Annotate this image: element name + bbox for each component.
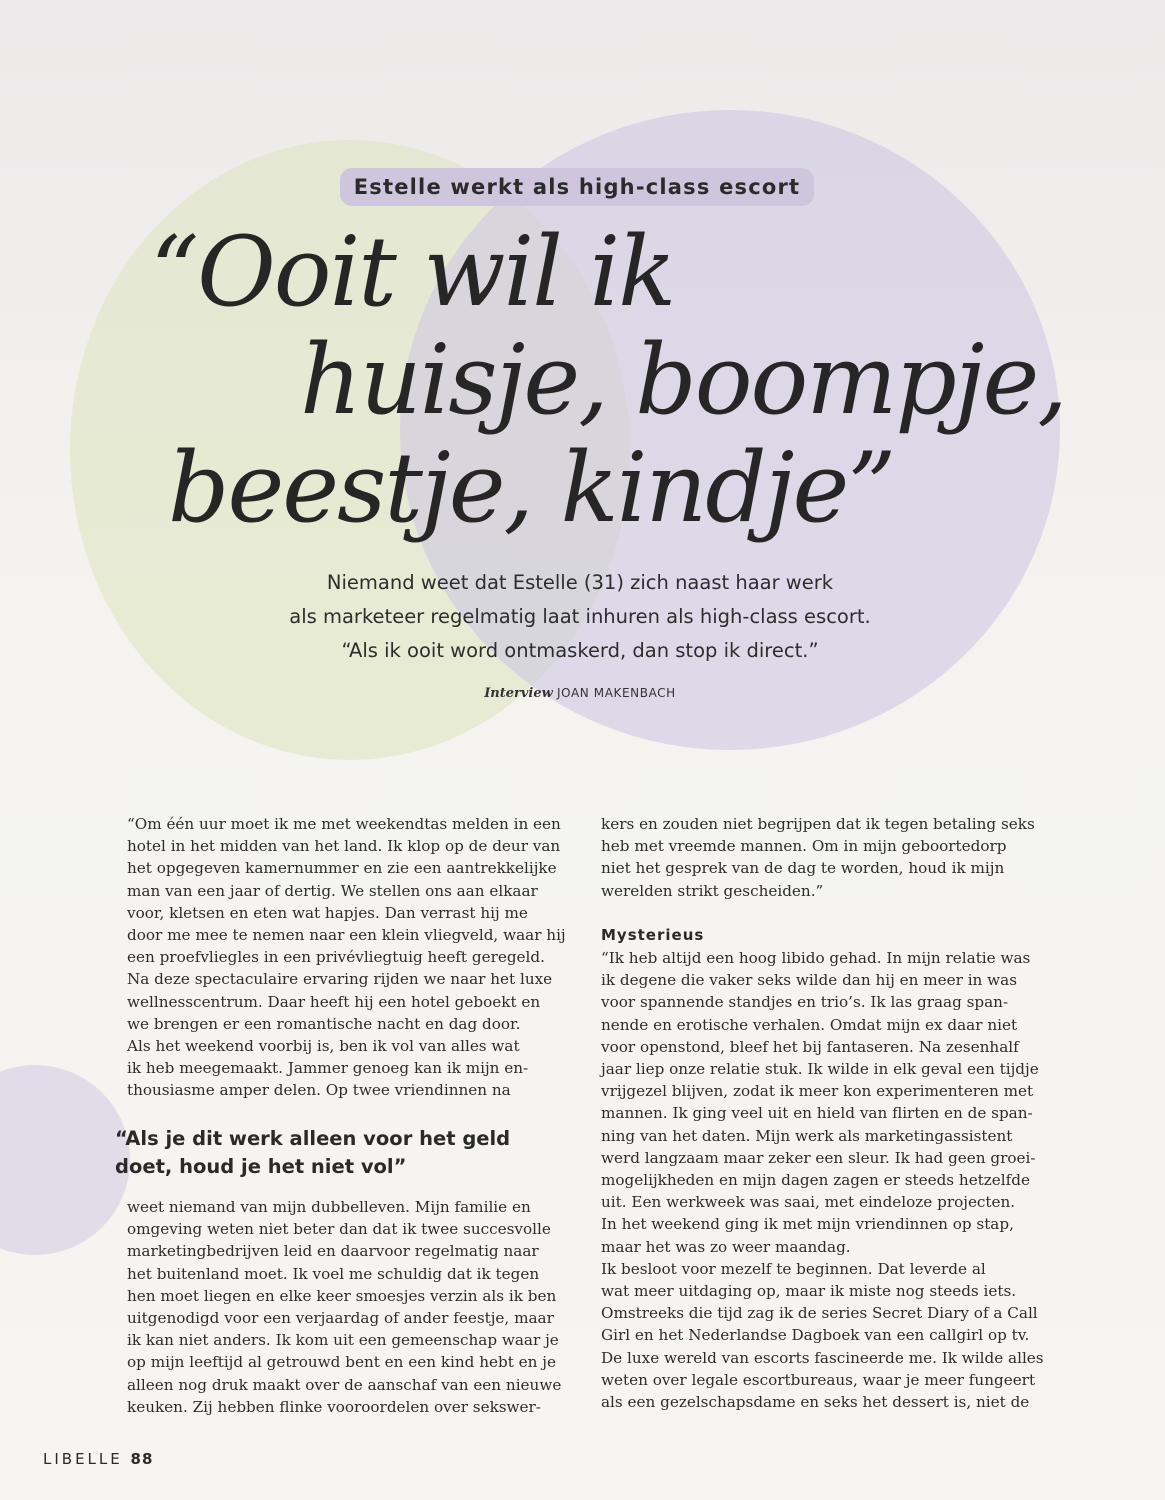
text-line: werd langzaam maar zeker een sleur. Ik had geen groei- [601,1148,1036,1167]
text-line: heb met vreemde mannen. Om in mijn geboortedorp [601,837,1007,856]
text-line: voor openstond, bleef het bij fantaseren. Na zesenhalf [601,1037,1019,1056]
text-line: man van een jaar of dertig. We stellen ons aan elkaar [127,881,538,900]
pull-quote-line-1: “Als je dit werk alleen voor het geld [115,1127,511,1150]
text-line: we brengen er een romantische nacht en dag door. [127,1014,521,1033]
intro-line-1: Niemand weet dat Estelle (31) zich naast haar werk [326,571,834,594]
text-line: ik heb meegemaakt. Jammer genoeg kan ik mijn en- [127,1059,529,1078]
text-line: Girl en het Nederlandse Dagboek van een callgirl op tv. [601,1326,1030,1345]
text-line: ik degene die vaker seks wilde dan hij en meer in was [601,971,1018,990]
page-number: 88 [130,1450,154,1468]
text-line: jaar liep onze relatie stuk. Ik wilde in elk geval een tijdje [601,1060,1039,1079]
text-line: In het weekend ging ik met mijn vriendinnen op stap, [601,1215,1014,1234]
text-line: “Ik heb altijd een hoog libido gehad. In mijn relatie was [601,949,1031,967]
text-line: een proefvliegles in een privévliegtuig heeft geregeld. [127,948,545,967]
text-line: voor, kletsen en eten wat hapjes. Dan verrast hij me [127,903,528,922]
text-line: hen moet liegen en elke keer smoesjes verzin als ik ben [127,1286,557,1305]
text-line: uit. Een werkweek was saai, met eindeloze projecten. [601,1193,1016,1212]
intro-line-2: als marketeer regelmatig laat inhuren als high-class escort. [289,605,871,628]
text-line: als een gezelschapsdame en seks het dessert is, niet de [601,1393,1030,1412]
credit-label: Interview [484,686,553,701]
text-line: mannen. Ik ging veel uit en hield van flirten en de span- [601,1104,1033,1123]
text-line: thousiasme amper delen. Op twee vriendinnen na [127,1081,511,1100]
decorative-small-purple-circle [0,1065,130,1255]
text-line: het opgegeven kamernummer en zie een aantrekkelijke [127,859,557,878]
text-line: Omstreeks die tijd zag ik de series Secret Diary of a Call [601,1304,1038,1323]
text-line: weten over legale escortbureaus, waar je meer fungeert [601,1370,1036,1389]
text-line: Als het weekend voorbij is, ben ik vol van alles wat [127,1037,520,1056]
text-line: weet niemand van mijn dubbelleven. Mijn familie en [127,1198,531,1216]
text-line: De luxe wereld van escorts fascineerde me. Ik wilde alles [601,1348,1044,1367]
text-line: uitgenodigd voor een verjaardag of ander feestje, maar [127,1309,554,1328]
text-line: keuken. Zij hebben flinke vooroordelen over sekswer- [127,1397,541,1416]
text-line: ik kan niet anders. Ik kom uit een gemeenschap waar je [127,1331,559,1350]
text-line: hotel in het midden van het land. Ik klop op de deur van [127,837,561,856]
left-column-top [127,813,577,1102]
credit-name: JOAN MAKENBACH [556,686,676,700]
text-line: kers en zouden niet begrijpen dat ik tegen betaling seks [601,815,1035,833]
section-subhead: Mysterieus [601,926,705,944]
text-line: mogelijkheden en mijn dagen zagen er steeds hetzelfde [601,1171,1030,1190]
text-line: marketingbedrijven leid en daarvoor regelmatig naar [127,1242,539,1261]
text-line: wellnesscentrum. Daar heeft hij een hotel geboekt en [127,992,541,1011]
headline [150,216,1066,544]
text-line: wat meer uitdaging op, maar ik miste nog steeds iets. [601,1282,1017,1301]
text-line: voor spannende standjes en trio’s. Ik las graag span- [601,993,1009,1012]
headline-line-1: “Ooit wil ik [150,216,675,328]
page-footer [43,1450,153,1468]
text-line: ning van het daten. Mijn werk als marketingassistent [601,1126,1013,1145]
text-line: alleen nog druk maakt over de aanschaf van een nieuwe [127,1375,562,1394]
text-line: niet het gesprek van de dag te worden, houd ik mijn [601,859,1005,878]
magazine-name: LIBELLE [43,1450,123,1468]
headline-line-2: huisje, boompje, [300,324,1066,436]
text-line: op mijn leeftijd al getrouwd bent en een kind hebt en je [127,1353,556,1372]
text-line: Na deze spectaculaire ervaring rijden we naar het luxe [127,970,553,989]
text-line: het buitenland moet. Ik voel me schuldig dat ik tegen [127,1264,540,1283]
intro-text [230,566,930,668]
intro-line-3: “Als ik ooit word ontmaskerd, dan stop ik direct.” [341,639,819,662]
text-line: maar het was zo weer maandag. [601,1237,851,1256]
left-column-bottom [127,1196,577,1418]
text-line: nende en erotische verhalen. Omdat mijn ex daar niet [601,1015,1018,1034]
text-line: “Om één uur moet ik me met weekendtas melden in een [127,815,561,833]
pull-quote [115,1125,565,1181]
right-column-top [601,813,1051,902]
headline-line-3: beestje, kindje” [168,432,895,544]
right-column-bottom [601,947,1051,1413]
pull-quote-line-2: doet, houd je het niet vol” [115,1155,407,1178]
author-credit [420,686,740,701]
kicker-label: Estelle werkt als high-class escort [340,168,814,206]
text-line: Ik besloot voor mezelf te beginnen. Dat leverde al [601,1259,986,1278]
text-line: omgeving weten niet beter dan dat ik twee succesvolle [127,1220,551,1239]
text-line: door me mee te nemen naar een klein vliegveld, waar hij [127,926,566,945]
text-line: werelden strikt gescheiden.” [601,881,824,900]
text-line: vrijgezel blijven, zodat ik meer kon experimenteren met [601,1082,1034,1101]
